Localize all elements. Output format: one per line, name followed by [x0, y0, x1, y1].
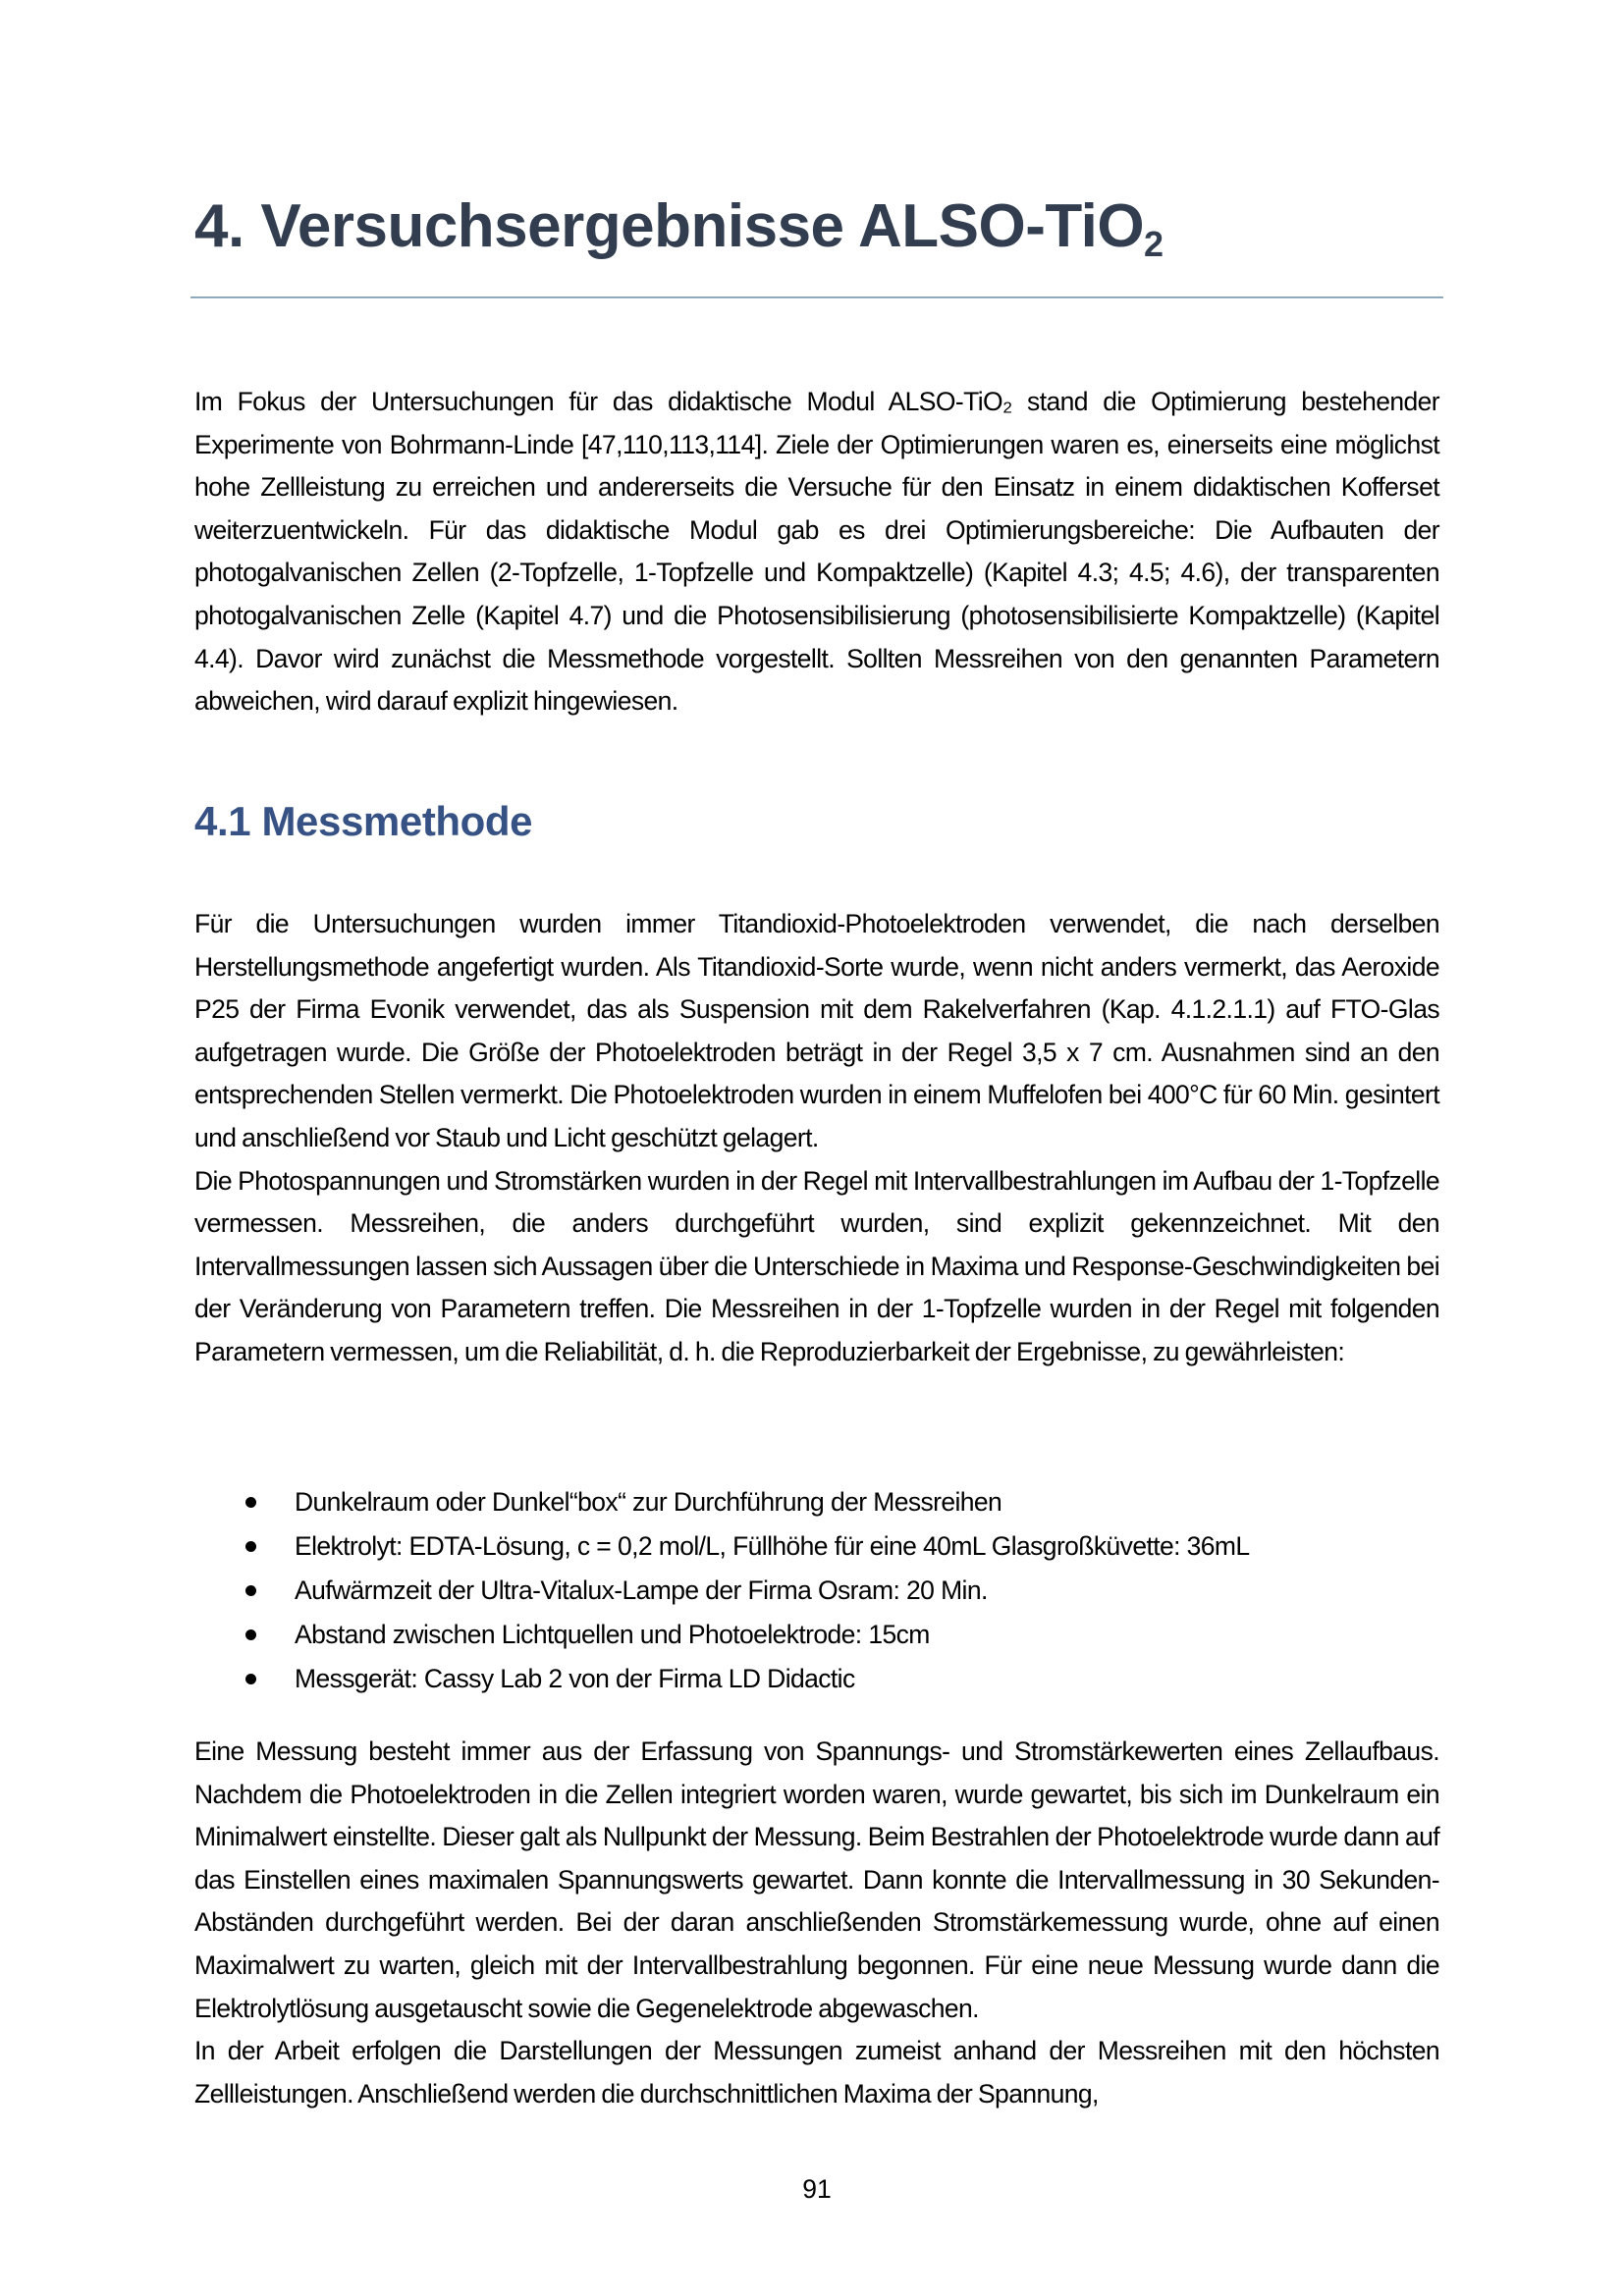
intro-paragraph: Im Fokus der Untersuchungen für das didaktische Modul ALSO-TiO₂ stand die Optimierung bestehender Experimente von Bohrmann-Linde [47,110,113,114]. Ziele der Optimierungen waren es, einerseits eine möglichst hohe Zellleistung zu erreichen und andererseits die Versuche für den Einsatz in einem didaktischen Kofferset weiterzuentwickeln. Für das didaktische Modul gab es drei Optimierungsbereiche: Die Aufbauten der photogalvanischen Zellen (2-Topfzelle, 1-Topfzelle und Kompaktzelle) (Kapitel 4.3; 4.5; 4.6), der transparenten photogalvanischen Zelle (Kapitel 4.7) und die Photosensibilisierung (photosensibilisierte Kompaktzelle) (Kapitel 4.4). Davor wird zunächst die Messmethode vorgestellt. Sollten Messreihen von den genannten Parametern abweichen, wird darauf explizit hingewiesen. — [194, 387, 1439, 717]
bullet-icon — [245, 1585, 256, 1596]
bullet-icon — [245, 1674, 256, 1684]
intro-section — [194, 381, 1439, 723]
measurement-paragraph-1: Eine Messung besteht immer aus der Erfassung von Spannungs- und Stromstärkewerten eines Zellaufbaus. Nachdem die Photoelektroden in die Zellen integriert worden waren, wurde gewartet, bis sich im Dunkelraum ein Minimalwert einstellte. Dieser galt als Nullpunkt der Messung. Beim Bestrahlen der Photoelektrode wurde dann auf das Einstellen eines maximalen Spannungswerts gewartet. Dann konnte die Intervallmessung in 30 Sekunden-Abständen durchgeführt werden. Bei der daran anschließenden Stromstärkemessung wurde, ohne auf einen Maximalwert zu warten, gleich mit der Intervallbestrahlung begonnen. Für eine neue Messung wurde dann die Elektrolytlösung ausgetauscht sowie die Gegenelektrode abgewaschen. — [194, 1736, 1439, 2023]
chapter-title-subscript: 2 — [1144, 224, 1164, 264]
method-paragraph-1: Für die Untersuchungen wurden immer Titandioxid-Photoelektroden verwendet, die nach derselben Herstellungsmethode angefertigt wurden. Als Titandioxid-Sorte wurde, wenn nicht anders vermerkt, das Aeroxide P25 der Firma Evonik verwendet, das als Suspension mit dem Rakelverfahren (Kap. 4.1.2.1.1) auf FTO-Glas aufgetragen wurde. Die Größe der Photoelektroden beträgt in der Regel 3,5 x 7 cm. Ausnahmen sind an den entsprechenden Stellen vermerkt. Die Photoelektroden wurden in einem Muffelofen bei 400°C für 60 Min. gesintert und anschließend vor Staub und Licht geschützt gelagert. — [194, 909, 1439, 1152]
measurement-paragraph-2: In der Arbeit erfolgen die Darstellungen der Messungen zumeist anhand der Messreihen mit den höchsten Zellleistungen. Anschließend werden die durchschnittlichen Maxima der Spannung, — [194, 2036, 1439, 2109]
measurement-section — [194, 1731, 1439, 2115]
list-item — [194, 1569, 1250, 1613]
bullet-icon — [245, 1541, 256, 1552]
list-item — [194, 1480, 1250, 1524]
list-item-text: Dunkelraum oder Dunkel“box“ zur Durchführung der Messreihen — [295, 1487, 1002, 1517]
list-item-text: Messgerät: Cassy Lab 2 von der Firma LD Didactic — [295, 1664, 855, 1693]
list-item-text: Abstand zwischen Lichtquellen und Photoelektrode: 15cm — [295, 1620, 930, 1649]
list-item-text: Aufwärmzeit der Ultra-Vitalux-Lampe der Firma Osram: 20 Min. — [295, 1575, 988, 1605]
list-item — [194, 1524, 1250, 1569]
chapter-title — [194, 192, 1164, 264]
title-divider — [190, 296, 1443, 298]
parameter-list — [194, 1480, 1250, 1701]
list-item — [194, 1657, 1250, 1701]
section-heading: 4.1 Messmethode — [194, 798, 533, 844]
page-number: 91 — [802, 2174, 832, 2204]
list-item — [194, 1613, 1250, 1657]
list-item-text: Elektrolyt: EDTA-Lösung, c = 0,2 mol/L, Füllhöhe für eine 40mL Glasgroßküvette: 36mL — [295, 1531, 1250, 1561]
chapter-title-text: 4. Versuchsergebnisse ALSO-TiO — [194, 192, 1145, 260]
method-paragraph-2: Die Photospannungen und Stromstärken wurden in der Regel mit Intervallbestrahlungen im Aufbau der 1-Topfzelle vermessen. Messreihen, die anders durchgeführt wurden, sind explizit gekennzeichnet. Mit den Intervallmessungen lassen sich Aussagen über die Unterschiede in Maxima und Response-Geschwindigkeiten bei der Veränderung von Parametern treffen. Die Messreihen in der 1-Topfzelle wurden in der Regel mit folgenden Parametern vermessen, um die Reliabilität, d. h. die Reproduzierbarkeit der Ergebnisse, zu gewährleisten: — [194, 1165, 1439, 1366]
bullet-icon — [245, 1629, 256, 1640]
bullet-icon — [245, 1497, 256, 1508]
method-section — [194, 903, 1439, 1374]
